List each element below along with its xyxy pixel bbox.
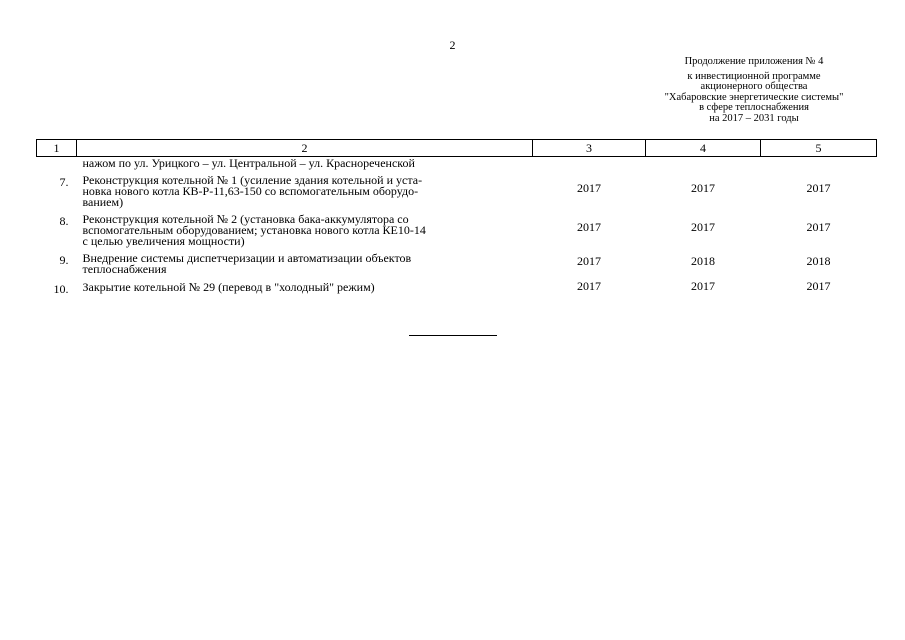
column-number-row xyxy=(37,140,877,157)
appendix-header-line: в сфере теплоснабжения xyxy=(699,102,809,113)
appendix-header xyxy=(634,57,874,124)
row-number: 10. xyxy=(53,282,69,296)
table-row xyxy=(37,247,877,275)
appendix-header-line: на 2017 – 2031 годы xyxy=(709,112,799,124)
appendix-header-line: Продолжение приложения № 4 xyxy=(684,56,824,67)
column-header: 3 xyxy=(533,140,646,157)
start-year: 2017 xyxy=(577,278,601,293)
row-number: 7. xyxy=(59,175,69,189)
description-line: Реконструкция котельной № 2 (установка бака-аккумулятора со xyxy=(82,212,409,226)
year-col4: 2018 xyxy=(691,253,715,268)
description-line: вспомогательным оборудованием; установка нового котла КЕ10-14 xyxy=(82,223,426,237)
start-year: 2017 xyxy=(577,253,601,268)
continuation-row xyxy=(37,157,877,170)
row-description xyxy=(77,275,533,297)
year-col4: 2017 xyxy=(691,181,715,195)
appendix-header-line: акционерного общества xyxy=(700,81,808,92)
row-number: 9. xyxy=(59,253,69,267)
start-year: 2017 xyxy=(577,220,601,234)
year-col5: 2017 xyxy=(806,278,831,293)
year-col5: 2017 xyxy=(806,181,831,195)
page-number: 2 xyxy=(449,38,456,52)
column-header: 4 xyxy=(646,140,761,157)
year-col4: 2017 xyxy=(691,220,715,234)
description-line: Реконструкция котельной № 1 (усиление здания котельной и уста- xyxy=(82,173,423,187)
column-header: 2 xyxy=(77,140,533,157)
row-description xyxy=(77,169,533,208)
description-line: с целью увеличения мощности) xyxy=(82,234,245,248)
year-col5: 2018 xyxy=(806,253,831,268)
row-description xyxy=(77,208,533,247)
table-row xyxy=(37,169,877,208)
column-header: 5 xyxy=(761,140,877,157)
year-col5: 2017 xyxy=(806,220,831,234)
year-col4: 2017 xyxy=(691,278,715,293)
description-line: Закрытие котельной № 29 (перевод в "холодный" режим) xyxy=(82,280,375,294)
description-line: ванием) xyxy=(82,195,124,209)
end-of-document-rule xyxy=(409,335,497,336)
description-line: теплоснабжения xyxy=(82,262,167,276)
investment-table xyxy=(36,139,877,297)
continuation-text: нажом по ул. Урицкого – ул. Центральной – ул. Краснореченской xyxy=(82,156,415,170)
row-number: 8. xyxy=(59,214,69,228)
description-line: новка нового котла КВ-Р-11,63-150 со вспомогательным оборудо- xyxy=(82,184,419,198)
appendix-header-line: "Хабаровские энергетические системы" xyxy=(664,91,844,103)
column-header: 1 xyxy=(37,140,77,157)
description-line: Внедрение системы диспетчеризации и автоматизации объектов xyxy=(82,251,412,265)
table-row xyxy=(37,275,877,297)
row-description xyxy=(77,247,533,275)
appendix-header-line: к инвестиционной программе xyxy=(687,70,821,82)
start-year: 2017 xyxy=(577,181,601,195)
table-row xyxy=(37,208,877,247)
